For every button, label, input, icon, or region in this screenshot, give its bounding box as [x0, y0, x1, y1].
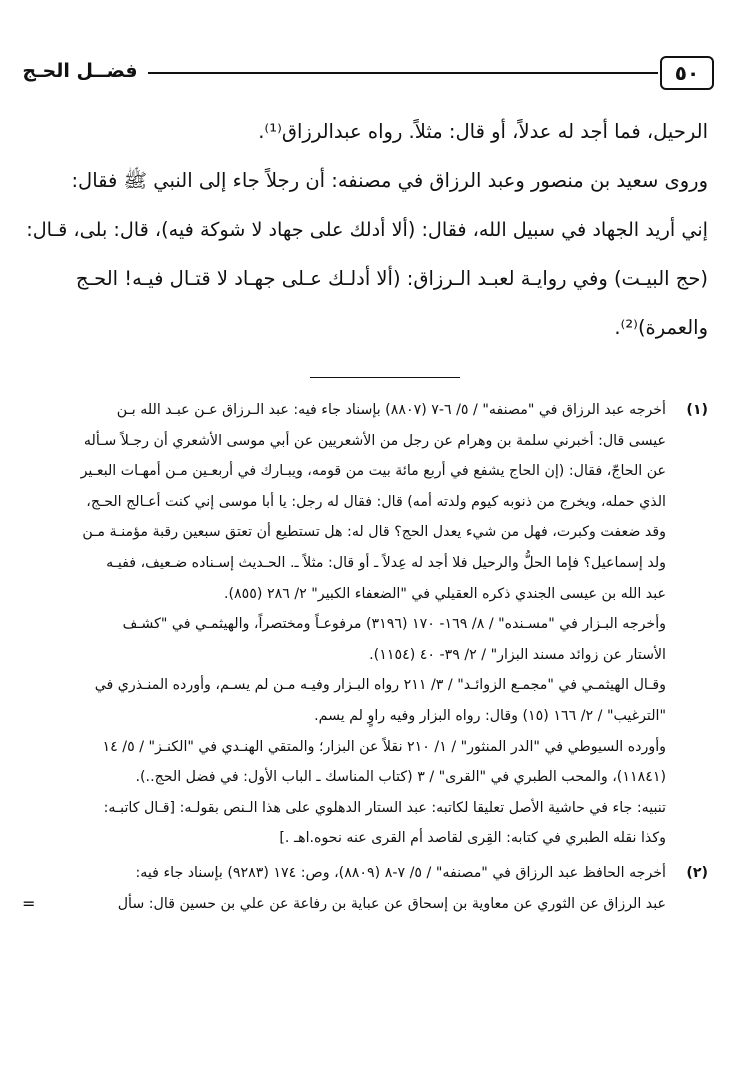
page-number: ٥٠: [660, 56, 714, 90]
footnote-line: عبد الرزاق عن الثوري عن معاوية بن إسحاق عن عباية بن رفاعة عن علي بن حسين قال: سأل: [117, 895, 666, 912]
main-text-line: إني أريد الجهاد في سبيل الله، فقال: (ألا أدلك على جهاد لا شوكة فيه)، قال: بلى، قـال:: [26, 218, 708, 241]
footnote-line: ولد إسماعيل؟ فإما الحلُّ والرحيل فلا أجد له عِدلاً ـ أو قال: مثلاً ـ. الحـديث إسـناده ضـعيف، ففيـه: [106, 554, 666, 571]
running-title: فضــل الحـج: [22, 60, 138, 82]
footnote-line: أخرجه الحافظ عبد الرزاق في "مصنفه" / ٥/ ٧-٨ (٨٨٠٩)، وص: ١٧٤ (٩٢٨٣) بإسناد جاء فيه:: [135, 864, 666, 881]
header-rule: [148, 72, 658, 74]
running-header: [18, 52, 714, 92]
footnote-line: أخرجه عبد الرزاق في "مصنفه" / ٥/ ٦-٧ (٨٨٠٧) بإسناد جاء فيه: عبد الـرزاق عـن عبـد الله بـن: [116, 402, 666, 418]
footnote-line: عن الحاجّ، فقال: (إن الحاج يشفع في أربع مائة بيت من قومه، ويبـارك في أربعـين مـن أمهـات البعـير: [80, 463, 666, 480]
footnote-line: تنبيه: جاء في حاشية الأصل تعليقا لكاتبه: عبد الستار الدهلوي على هذا الـنص بقولـه: [قـال كاتبـه:: [103, 799, 666, 816]
footnote-1: [24, 395, 708, 854]
footnote-line: عيسى قال: أخبرني سلمة بن وهرام عن رجل من الأشعريين عن أبي موسى الأشعري أن رجـلاً سـأله: [83, 432, 666, 449]
main-text-line: وروى سعيد بن منصور وعبد الرزاق في مصنفه: أن رجلاً جاء إلى النبي ﷺ فقال:: [71, 169, 708, 192]
main-text-line: (حج البيـت) وفي روايـة لعبـد الـرزاق: (ألا أدلـك عـلى جهـاد لا قتـال فيـه! الحـج: [75, 267, 708, 290]
main-text-line: والعمرة)⁽²⁾.: [614, 316, 708, 339]
footnote-line: الذي حمله، ويخرج من ذنوبه كيوم ولدته أمه) قال: فقال له رجل: يا أبا موسى إني كنت أعـالج الحـج،: [86, 493, 666, 510]
footnote-line: عبد الله بن عيسى الجندي ذكره العقيلي في "الضعفاء الكبير" ٢/ ٢٨٦ (٨٥٥).: [223, 585, 666, 602]
footnote-separator: [310, 377, 460, 378]
footnote-line: (١١٨٤١)، والمحب الطبري في "القرى" / ٣ (كتاب المناسك ـ الباب الأول: في فضل الحج..).: [135, 769, 666, 786]
footnote-line: وأخرجه البـزار في "مسـنده" / ٨/ ١٦٩- ١٧٠ (٣١٩٦) مرفوعـاً ومختصراً، والهيثمـي في "كشـف: [122, 616, 666, 633]
footnote-2: [24, 858, 708, 919]
footnote-line: وقـال الهيثمـي في "مجمـع الزوائـد" / ٣/ ٢١١ رواه البـزار وفيـه مـن لم يسـم، وأورده المنـذري في: [94, 677, 666, 694]
footnote-line: وأورده السيوطي في "الدر المنثور" / ١/ ٢١٠ نقلاً عن البزار؛ والمتقي الهنـدي في "الكنـز" / ٥/ ١٤: [102, 738, 666, 755]
footnote-line: وقد ضعفت وكبرت، فهل من شيء يعدل الحج؟ قال له: هل تستطيع أن تعتق سبعين رقبة مؤمنـة مـن: [82, 524, 666, 541]
footnote-number: (١): [686, 402, 708, 418]
footnote-line: "الترغيب" / ٢/ ١٦٦ (١٥) وقال: رواه البزار وفيه راوٍ لم يسم.: [314, 707, 666, 724]
footnote-line: وكذا نقله الطبري في كتابه: القِرى لقاصد أم القرى عنه نحوه.اهـ .]: [279, 830, 666, 847]
main-text: [26, 107, 708, 352]
footnote-number: (٢): [686, 864, 708, 881]
main-text-line: الرحيل، فما أجد له عدلاً، أو قال: مثلاً. رواه عبدالرزاق⁽¹⁾.: [258, 120, 708, 143]
continuation-mark: =: [22, 894, 36, 914]
footnotes: [24, 395, 708, 919]
footnote-line: الأستار عن زوائد مسند البزار" / ٢/ ٣٩- ٤٠ (١١٥٤).: [369, 646, 666, 663]
